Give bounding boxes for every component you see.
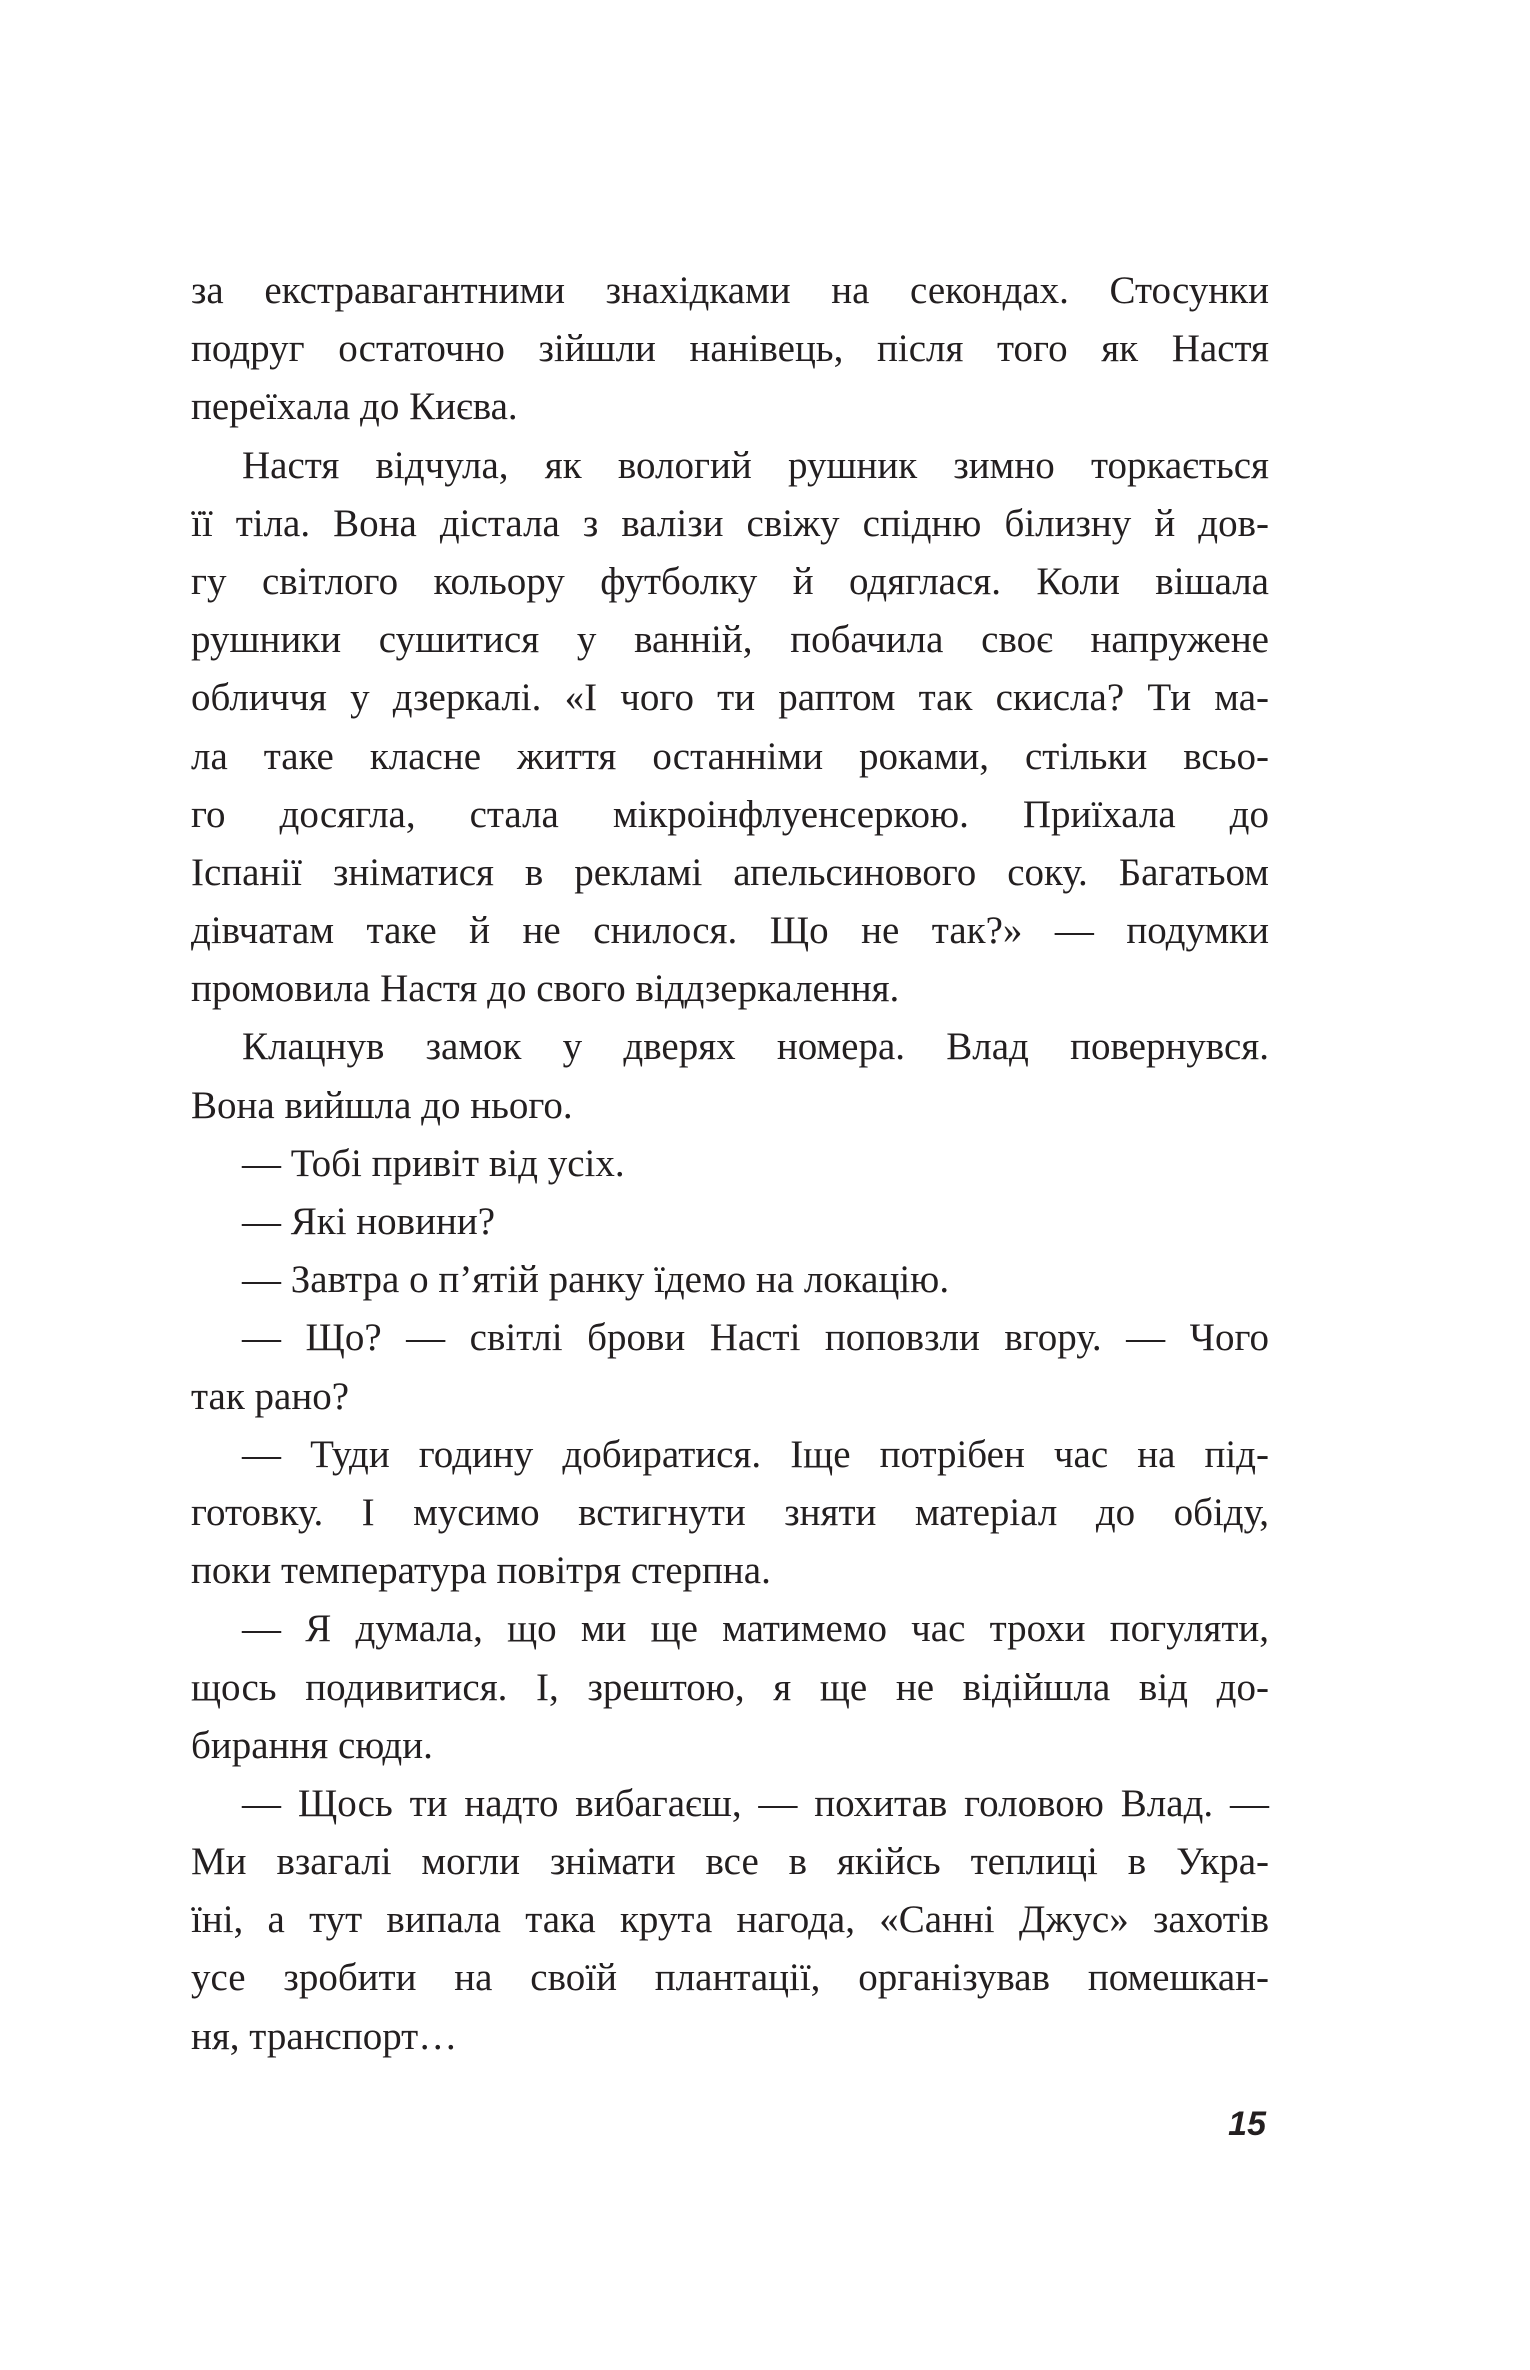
text-line-7: рушники сушитися у ванній, побачила своє напружене (191, 618, 1269, 662)
text-line-29: їні, а тут випала така крута нагода, «Санні Джус» захотів (191, 1898, 1269, 1942)
text-line-22: готовку. І мусимо встигнути зняти матеріал до обіду, (191, 1490, 1269, 1534)
text-line-20: так рано? (191, 1374, 350, 1418)
text-line-19: — Що? — світлі брови Насті поповзли вгору. — Чого (242, 1316, 1269, 1360)
text-line-14: Клацнув замок у дверях номера. Влад повернувся. (242, 1025, 1269, 1069)
text-line-15: Вона вийшла до нього. (191, 1083, 573, 1127)
text-line-8: обличчя у дзеркалі. «І чого ти раптом так скисла? Ти ма- (191, 676, 1269, 720)
text-line-16: — Тобі привіт від усіх. (242, 1141, 625, 1185)
text-line-27: — Щось ти надто вибагаєш, — похитав головою Влад. — (242, 1781, 1269, 1825)
text-line-21: — Туди годину добиратися. Іще потрібен час на під- (242, 1432, 1269, 1476)
text-line-3: переїхала до Києва. (191, 385, 518, 429)
text-line-31: ня, транспорт… (191, 2014, 458, 2058)
text-line-12: дівчатам таке й не снилося. Що не так?» — подумки (191, 909, 1269, 953)
body-text (191, 262, 1269, 2066)
text-line-6: гу світлого кольору футболку й одяглася. Коли вішала (191, 559, 1269, 603)
text-line-10: го досягла, стала мікроінфлуенсеркою. Приїхала до (191, 792, 1269, 836)
text-line-17: — Які новини? (242, 1200, 496, 1243)
text-line-5: її тіла. Вона дістала з валізи свіжу спідню білизну й дов- (191, 501, 1269, 545)
text-line-11: Іспанії зніматися в рекламі апельсинового соку. Багатьом (191, 850, 1269, 894)
text-line-18: — Завтра о п’ятій ранку їдемо на локацію. (242, 1258, 950, 1302)
text-line-9: ла таке класне життя останніми роками, стільки всьо- (191, 734, 1269, 778)
text-line-4: Настя відчула, як вологий рушник зимно торкається (242, 443, 1269, 487)
text-line-2: подруг остаточно зійшли нанівець, після того як Настя (191, 327, 1269, 371)
text-line-28: Ми взагалі могли знімати все в якійсь теплиці в Укра- (191, 1840, 1269, 1884)
text-line-25: щось подивитися. І, зрештою, я ще не відійшла від до- (191, 1665, 1269, 1709)
text-line-26: бирання сюди. (191, 1723, 433, 1767)
text-line-24: — Я думала, що ми ще матимемо час трохи погуляти, (242, 1607, 1269, 1651)
page-number: 15 (1228, 2105, 1266, 2143)
text-line-23: поки температура повітря стерпна. (191, 1549, 771, 1593)
text-line-1: за екстравагантними знахідками на секондах. Стосунки (191, 269, 1269, 312)
text-line-13: промовила Настя до свого віддзеркалення. (191, 967, 900, 1011)
text-line-30: усе зробити на своїй плантації, організував помешкан- (191, 1956, 1269, 2000)
